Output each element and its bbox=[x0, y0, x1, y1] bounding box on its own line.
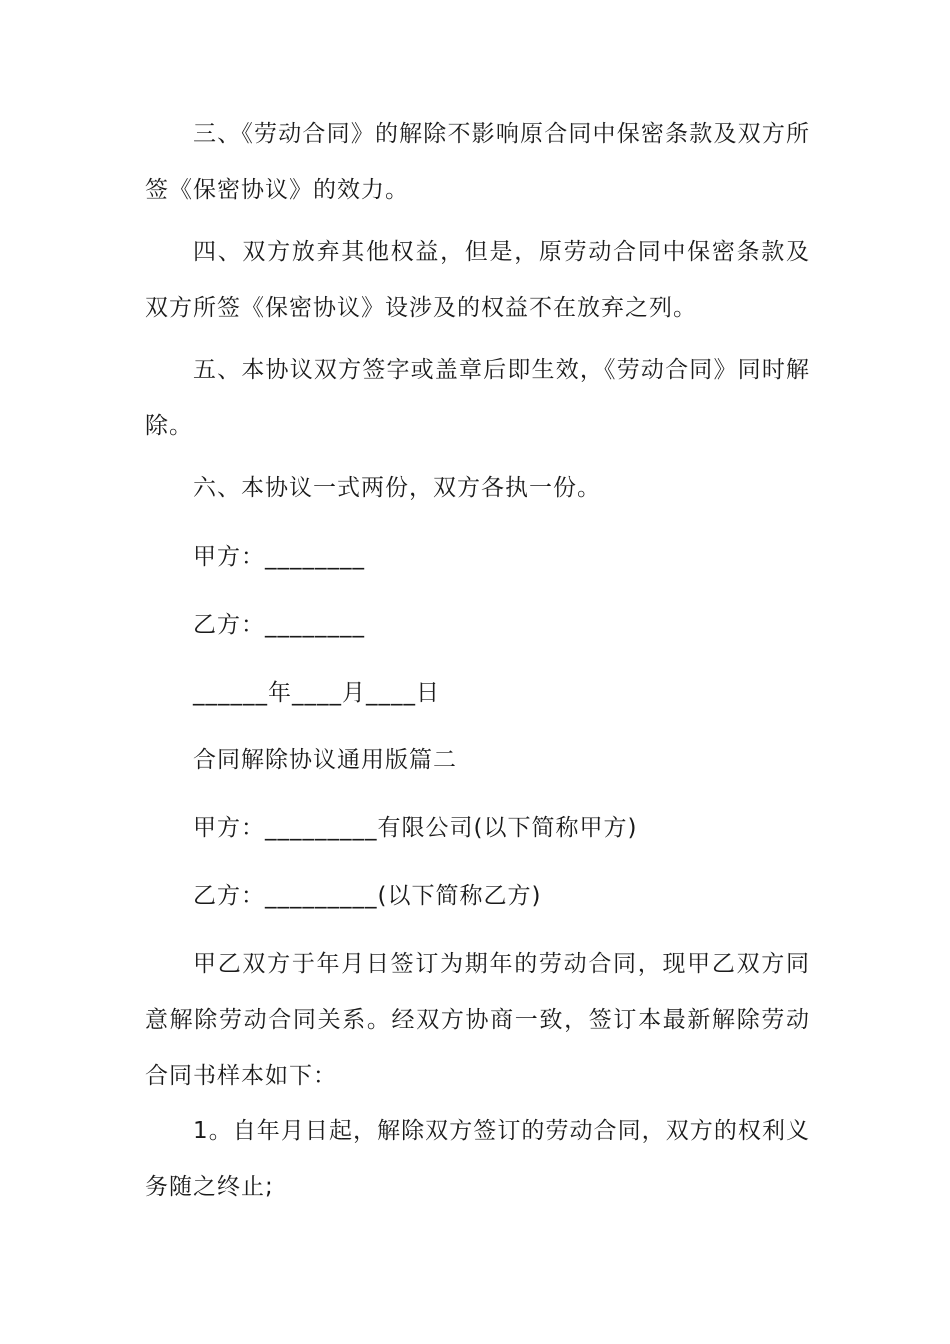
party-a-line: 甲方：_________有限公司(以下简称甲方) bbox=[193, 815, 638, 841]
paragraph-clause-6: 六、本协议一式两份，双方各执一份。 bbox=[193, 475, 601, 501]
section-heading: 合同解除协议通用版篇二 bbox=[193, 747, 457, 773]
paragraph-item-1: 1。自年月日起，解除双方签订的劳动合同，双方的权利义务随之终止; bbox=[145, 1118, 810, 1200]
paragraph-agreement-intro: 甲乙双方于年月日签订为期年的劳动合同，现甲乙双方同意解除劳动合同关系。经双方协商一致，签订本最新解除劳动合同书样本如下： bbox=[145, 951, 810, 1089]
date-line: ______年____月____日 bbox=[193, 680, 440, 706]
party-b-line: 乙方：_________(以下简称乙方) bbox=[193, 883, 542, 909]
paragraph-clause-3: 三、《劳动合同》的解除不影响原合同中保密条款及双方所签《保密协议》的效力。 bbox=[145, 121, 810, 203]
party-b-signature-line: 乙方：________ bbox=[193, 612, 365, 638]
party-a-signature-line: 甲方：________ bbox=[193, 544, 365, 570]
paragraph-clause-4: 四、双方放弃其他权益，但是，原劳动合同中保密条款及双方所签《保密协议》设涉及的权益不在放弃之列。 bbox=[145, 239, 810, 321]
paragraph-clause-5: 五、本协议双方签字或盖章后即生效，《劳动合同》同时解除。 bbox=[145, 357, 810, 439]
